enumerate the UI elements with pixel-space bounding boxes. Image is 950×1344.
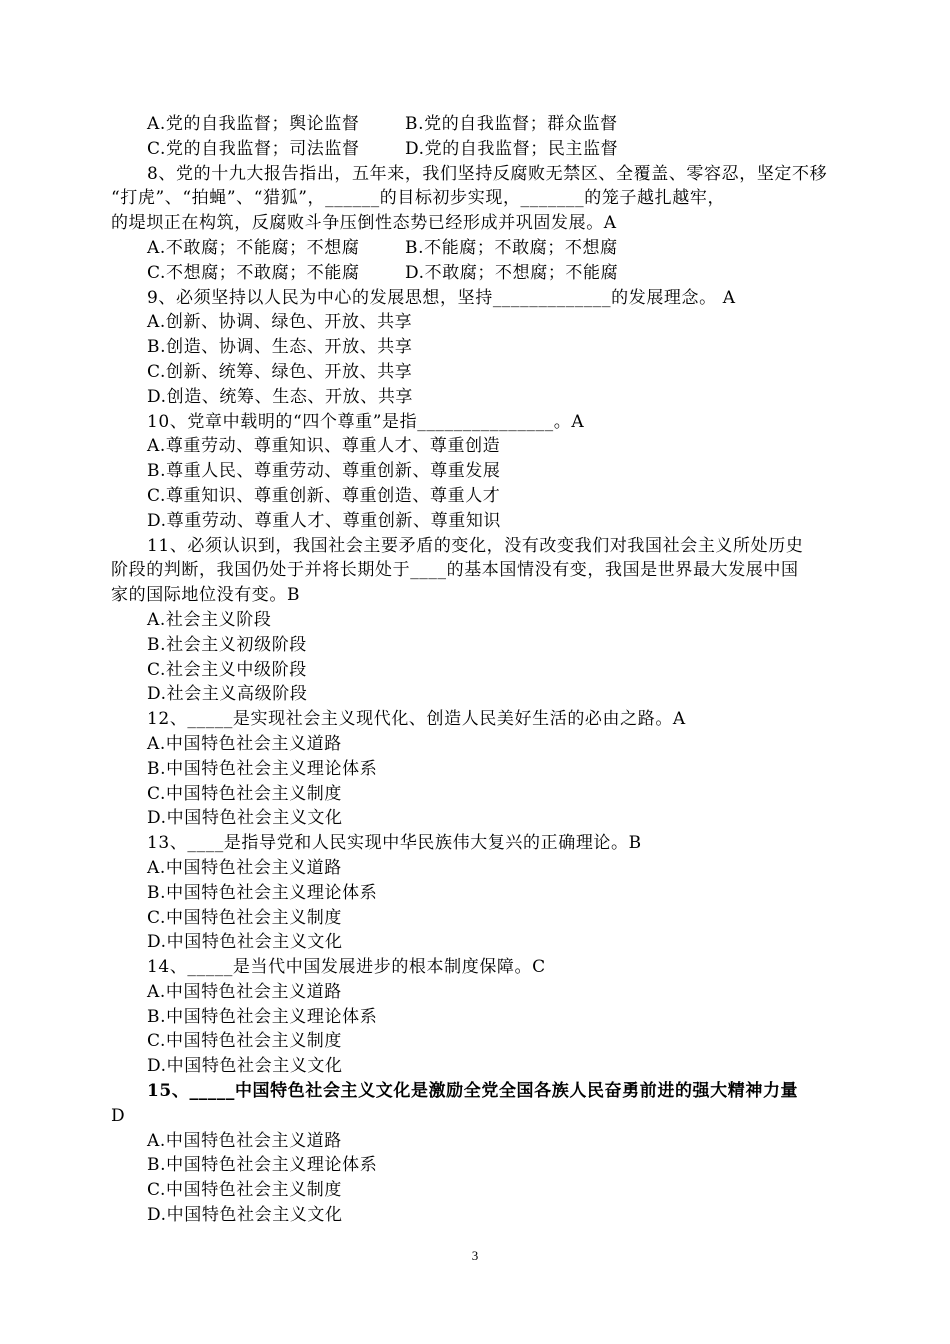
- options-row: [0, 261, 950, 286]
- question-13: 13、____是指导党和人民实现中华民族伟大复兴的正确理论。B: [147, 833, 642, 854]
- question-8-continued: 的堤坝正在构筑，反腐败斗争压倒性态势已经形成并巩固发展。A: [111, 213, 617, 234]
- question-14: 14、_____是当代中国发展进步的根本制度保障。C: [147, 957, 546, 978]
- option-a: A.中国特色社会主义道路: [147, 857, 342, 878]
- option-a: A.党的自我监督；舆论监督: [147, 114, 360, 134]
- option-b: B.尊重人民、尊重劳动、尊重创新、尊重发展: [147, 461, 501, 482]
- option-c: C.中国特色社会主义制度: [147, 783, 343, 804]
- option-c: C.创新、统筹、绿色、开放、共享: [147, 361, 413, 382]
- option-b: B.中国特色社会主义理论体系: [147, 1006, 378, 1027]
- option-a: A.不敢腐；不能腐；不想腐: [147, 237, 360, 258]
- option-a: A.中国特色社会主义道路: [147, 733, 342, 754]
- question-11-continued: 家的国际地位没有变。B: [111, 585, 301, 606]
- option-a: A.中国特色社会主义道路: [147, 1130, 342, 1151]
- option-c: C.不想腐；不敢腐；不能腐: [147, 262, 360, 283]
- option-b: B.社会主义初级阶段: [147, 634, 307, 655]
- option-a: A.创新、协调、绿色、开放、共享: [147, 312, 413, 333]
- option-d: D.不敢腐；不想腐；不能腐: [405, 262, 619, 283]
- option-d: D.中国特色社会主义文化: [147, 932, 343, 953]
- option-b: B.中国特色社会主义理论体系: [147, 1155, 378, 1176]
- question-15: 15、_____中国特色社会主义文化是激励全党全国各族人民奋勇前进的强大精神力量: [147, 1081, 799, 1102]
- option-d: D.中国特色社会主义文化: [147, 1205, 343, 1226]
- question-11-continued: 阶段的判断，我国仍处于并将长期处于____的基本国情没有变，我国是世界最大发展中国: [111, 560, 799, 581]
- option-d: D.创造、统筹、生态、开放、共享: [147, 386, 414, 407]
- option-c: C.社会主义中级阶段: [147, 659, 307, 680]
- question-9: 9、必须坚持以人民为中心的发展思想，坚持_____________的发展理念。 A: [147, 287, 736, 308]
- option-c: C.中国特色社会主义制度: [147, 907, 343, 928]
- option-a: A.社会主义阶段: [147, 609, 272, 630]
- option-c: C.中国特色社会主义制度: [147, 1031, 343, 1052]
- option-b: B.不能腐；不敢腐；不想腐: [405, 237, 618, 258]
- question-11: 11、必须认识到，我国社会主要矛盾的变化，没有改变我们对我国社会主义所处历史: [147, 535, 804, 556]
- option-d: D.中国特色社会主义文化: [147, 1056, 343, 1077]
- option-b: B.中国特色社会主义理论体系: [147, 882, 378, 903]
- option-b: B.创造、协调、生态、开放、共享: [147, 337, 413, 358]
- question-8-continued: “打虎”、“拍蝇”、“猎狐”，______的目标初步实现，_______的笼子越扎越牢，: [111, 188, 726, 209]
- question-8: 8、党的十九大报告指出，五年来，我们坚持反腐败无禁区、全覆盖、零容忍，坚定不移: [147, 163, 828, 184]
- option-c: C.尊重知识、尊重创新、尊重创造、尊重人才: [147, 485, 501, 506]
- option-c: C.中国特色社会主义制度: [147, 1180, 343, 1201]
- option-d: D.尊重劳动、尊重人才、尊重创新、尊重知识: [147, 510, 502, 531]
- page-number: 3: [471, 1248, 479, 1263]
- question-list: [0, 112, 950, 1228]
- option-d: D.社会主义高级阶段: [147, 684, 308, 705]
- options-row: [0, 236, 950, 261]
- option-d: D.党的自我监督；民主监督: [405, 138, 619, 159]
- option-c: C.党的自我监督；司法监督: [147, 138, 360, 159]
- options-row: [0, 112, 950, 137]
- option-b: B.党的自我监督；群众监督: [405, 114, 618, 134]
- options-row: [0, 137, 950, 162]
- option-a: A.中国特色社会主义道路: [147, 981, 342, 1002]
- question-15-answer: D: [111, 1105, 126, 1126]
- option-a: A.尊重劳动、尊重知识、尊重人才、尊重创造: [147, 436, 501, 457]
- question-10: 10、党章中载明的“四个尊重”是指_______________。A: [147, 411, 585, 432]
- question-12: 12、_____是实现社会主义现代化、创造人民美好生活的必由之路。A: [147, 709, 686, 730]
- option-d: D.中国特色社会主义文化: [147, 808, 343, 829]
- option-b: B.中国特色社会主义理论体系: [147, 758, 378, 779]
